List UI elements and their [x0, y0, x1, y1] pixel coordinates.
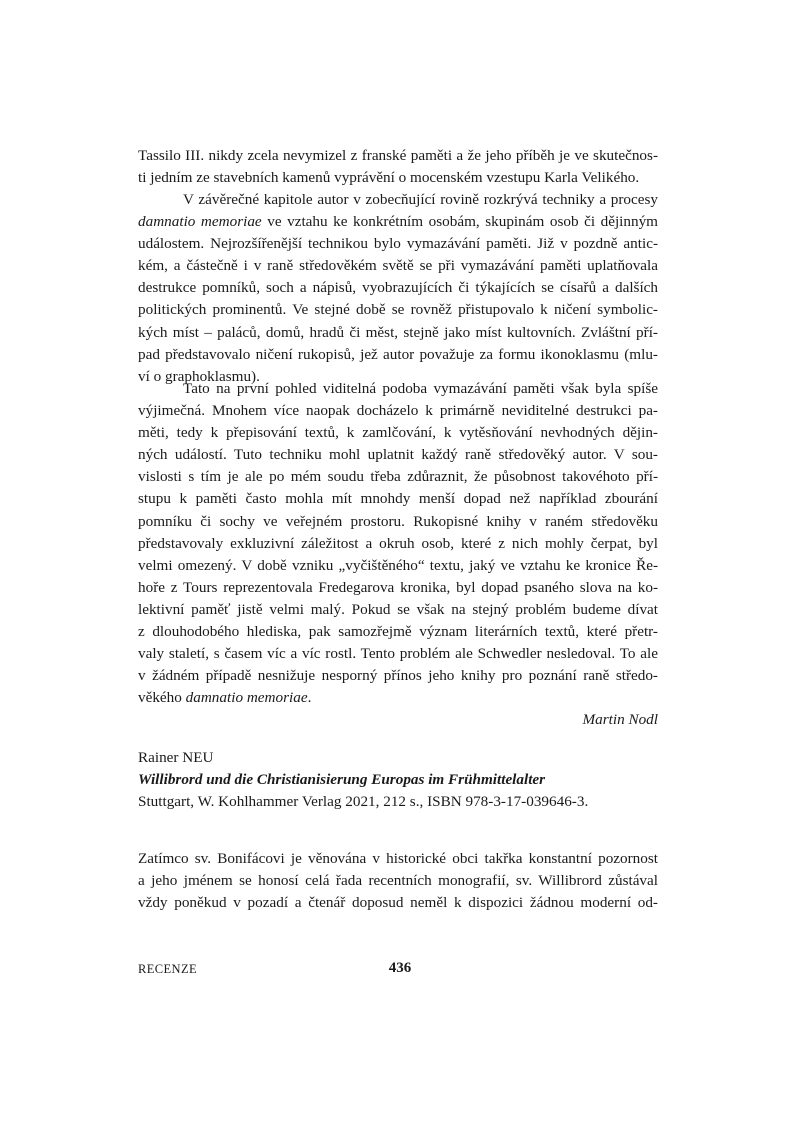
- text-line: destrukce pomníků, soch a nápisů, vyobrazujících či týkajících se císařů a dalších: [138, 279, 658, 297]
- text-line: vždy poněkud v pozadí a čtenář doposud neměl k dispozici žádnou moderní od-: [138, 894, 658, 912]
- book-author: Rainer NEU: [138, 749, 214, 766]
- text-line: představovaly exkluzivní záležitost a okruh osob, které z nich mohly čerpat, byl: [138, 534, 658, 552]
- text-line: měti, tedy k přepisování textů, k zamlčování, k vytěsňování nevhodných dějin-: [138, 424, 658, 442]
- text-line: vislosti s tím je ale po mém soudu třeba zdůraznit, že působnost takovéhoto pří-: [138, 468, 658, 486]
- text-line: z dlouhodobého hlediska, pak samozřejmě význam literárních textů, které přetr-: [138, 623, 658, 641]
- text-line: hoře z Tours reprezentovala Fredegarova kronika, byl dopad psaného slova na ko-: [138, 578, 658, 596]
- text-line: pad představovalo ničení rukopisů, jež autor považuje za formu ikonoklasmu (mlu-: [138, 345, 658, 363]
- text-line: V závěrečné kapitole autor v zobecňující rovině rozkrývá techniky a procesy: [183, 191, 658, 208]
- emphasis: damnatio memoriae: [138, 213, 262, 231]
- text-line: ných událostí. Tuto techniku mohl uplatnit každý raně středověký autor. V sou-: [138, 446, 658, 464]
- text-line: Zatímco sv. Bonifácovi je věnována v historické obci takřka konstantní pozornost: [138, 850, 658, 867]
- running-footer-section: RECENZE: [138, 962, 198, 976]
- text-line: ti jedním ze stavebních kamenů vyprávění o mocenském vzestupu Karla Velikého.: [138, 169, 640, 187]
- text-line: damnatio memoriae ve vztahu ke konkrétním osobám, skupinám osob či dějinným: [138, 213, 658, 231]
- text-line: a jeho jménem se honosí celá řada recentních monografií, sv. Willibrord zůstával: [138, 872, 658, 890]
- emphasis: damnatio memoriae: [185, 689, 308, 707]
- review-paragraph-1: [138, 145, 658, 189]
- review-signature: Martin Nodl: [582, 711, 658, 729]
- text-line: stupu k paměti často mohla mít mnohdy menší dopad než například zbourání: [138, 490, 658, 508]
- text-line: kých míst – paláců, domů, hradů či měst, stejně jako míst kultovních. Zvláštní pří-: [138, 323, 658, 341]
- text-line: lektivní paměť jistě velmi malý. Pokud se však na stejný problém budeme dívat: [138, 600, 658, 618]
- book-publication: Stuttgart, W. Kohlhammer Verlag 2021, 212 s., ISBN 978-3-17-039646-3.: [138, 793, 589, 810]
- text-line: pomníku či sochy ve veřejném prostoru. Rukopisné knihy v raném středověku: [138, 512, 658, 530]
- text-line: věkého damnatio memoriae.: [138, 689, 312, 707]
- text-line: událostem. Nejrozšířenější technikou bylo vymazávání paměti. Již v pozdně antic-: [138, 235, 658, 253]
- text-line: Tato na první pohled viditelná podoba vymazávání paměti však byla spíše: [183, 380, 658, 397]
- review-paragraph-3: [138, 378, 658, 732]
- text-line: ví o graphoklasmu).: [138, 367, 260, 385]
- review-2-paragraph: [138, 848, 658, 914]
- text-line: v žádném případě nesnižuje nesporný přínos jeho knihy pro poznání raně středo-: [138, 667, 658, 685]
- review-paragraph-2: [138, 189, 658, 388]
- text-line: politických prominentů. Ve stejné době se rovněž přistupovalo k ničení symbolic-: [138, 301, 658, 319]
- book-citation: [138, 747, 658, 813]
- text-line: Tassilo III. nikdy zcela nevymizel z franské paměti a že jeho příběh je ve skutečnos-: [138, 147, 658, 164]
- text-line: kém, a částečně i v raně středověkém světě se při vymazávání paměti uplatňovala: [138, 257, 658, 275]
- text-line: valy staletí, s časem víc a víc rostl. Tento problém ale Schwedler nesledoval. To ale: [138, 645, 658, 663]
- book-title: Willibrord und die Christianisierung Europas im Frühmittelalter: [138, 771, 546, 788]
- text-line: velmi omezený. V době vzniku „vyčištěného“ textu, jaký ve vztahu ke kronice Ře-: [138, 556, 658, 574]
- text-line: výjimečná. Mnohem více naopak docházelo k primárně neviditelné destrukci pa-: [138, 402, 658, 420]
- page-number: 436: [388, 960, 412, 976]
